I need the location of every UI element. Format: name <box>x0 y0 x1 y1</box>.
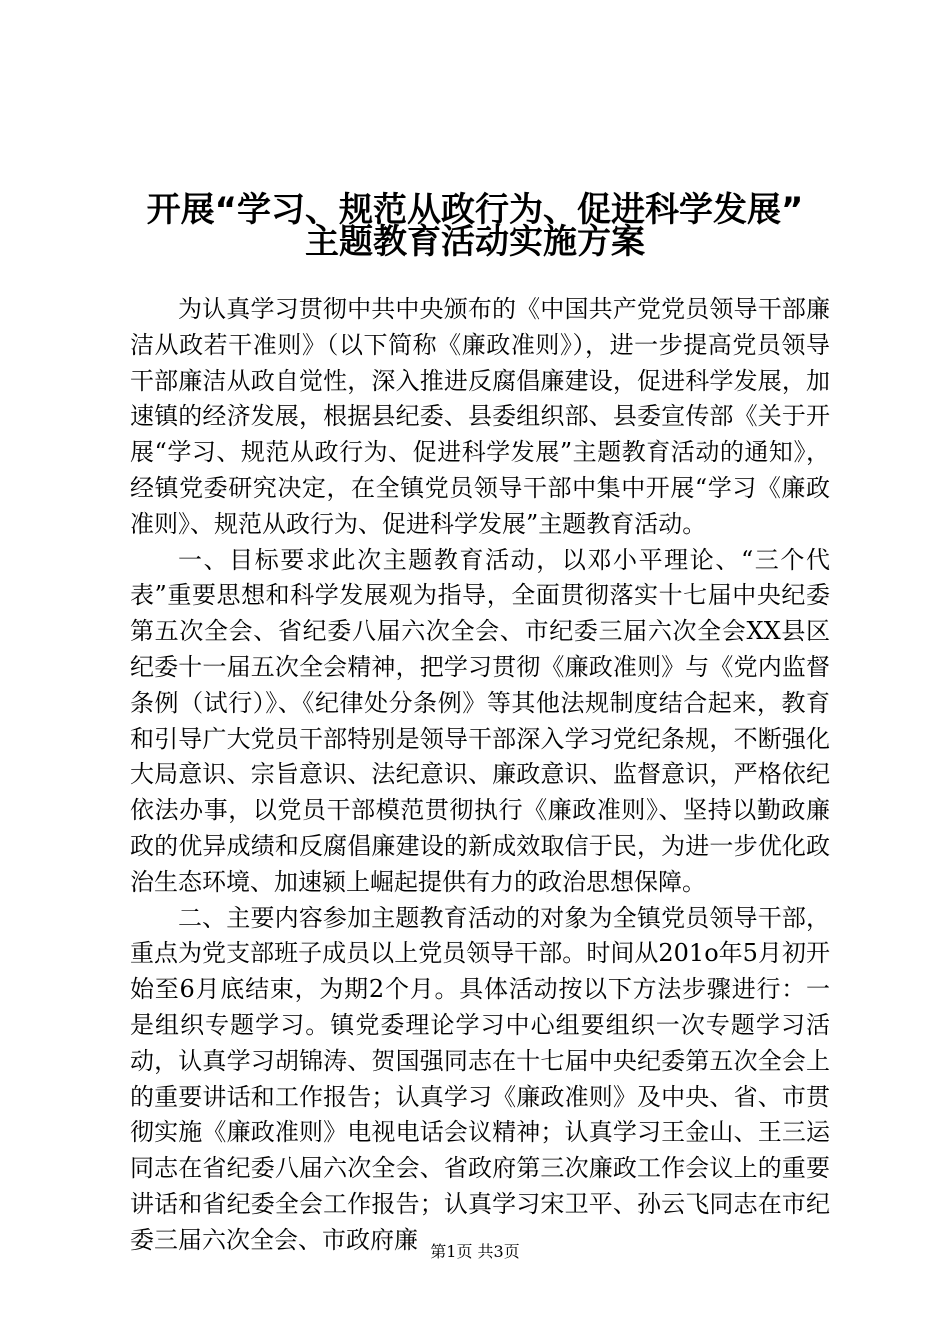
document-title-line-1: 开展“学习、规范从政行为、促进科学发展” <box>146 190 804 230</box>
paragraph-intro: 为认真学习贯彻中共中央颁布的《中国共产党党员领导干部廉洁从政若干准则》（以下简称《廉政准则》），进一步提高党员领导干部廉洁从政自觉性，深入推进反腐倡廉建设，促进科学发展，加速镇的经济发展，根据县纪委、县委组织部、县委宣传部《关于开展“学习、规范从政行为、促进科学发展”主题教育活动的通知》，经镇党委研究决定，在全镇党员领导干部中集中开展“学习《廉政准则》、规范从政行为、促进科学发展”主题教育活动。 <box>130 295 830 538</box>
document-title-line-2: 主题教育活动实施方案 <box>305 222 645 262</box>
page-number-footer: 第1页 共3页 <box>430 1242 520 1261</box>
paragraph-content: 二、主要内容参加主题教育活动的对象为全镇党员领导干部，重点为党支部班子成员以上党员领导干部。时间从201o年5月初开始至6月底结束，为期2个月。具体活动按以下方法步骤进行：一是组织专题学习。镇党委理论学习中心组要组织一次专题学习活动，认真学习胡锦涛、贺国强同志在十七届中央纪委第五次全会上的重要讲话和工作报告；认真学习《廉政准则》及中央、省、市贯彻实施《廉政准则》电视电话会议精神；认真学习王金山、王三运同志在省纪委八届六次全会、省政府第三次廉政工作会议上的重要讲话和省纪委全会工作报告；认真学习宋卫平、孙云飞同志在市纪委三届六次全会、市政府廉 <box>130 903 830 1254</box>
document-body <box>130 292 830 1259</box>
paragraph-goals: 一、目标要求此次主题教育活动，以邓小平理论、“三个代表”重要思想和科学发展观为指导，全面贯彻落实十七届中央纪委第五次全会、省纪委八届六次全会、市纪委三届六次全会XX县区纪委十一届五次全会精神，把学习贯彻《廉政准则》与《党内监督条例（试行）》、《纪律处分条例》等其他法规制度结合起来，教育和引导广大党员干部特别是领导干部深入学习党纪条规，不断强化大局意识、宗旨意识、法纪意识、廉政意识、监督意识，严格依纪依法办事，以党员干部模范贯彻执行《廉政准则》、坚持以勤政廉政的优异成绩和反腐倡廉建设的新成效取信于民，为进一步优化政治生态环境、加速颍上崛起提供有力的政治思想保障。 <box>130 545 830 896</box>
